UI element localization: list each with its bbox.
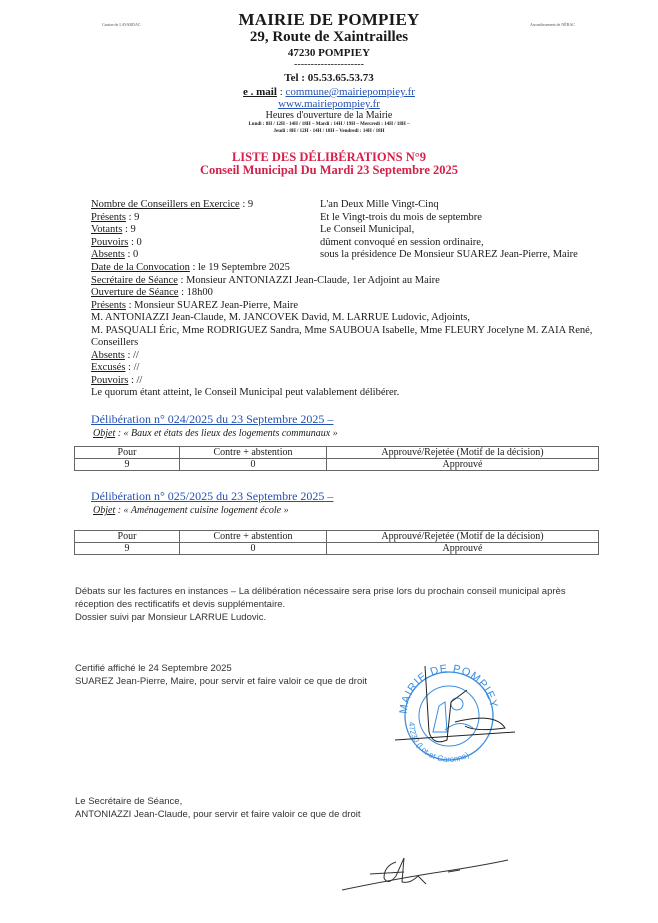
website-link[interactable]: www.mairiepompiey.fr bbox=[278, 98, 380, 110]
ouverture-row: Ouverture de Séance : 18h00 bbox=[91, 287, 213, 298]
email-label: e . mail bbox=[243, 86, 277, 98]
header-contre: Contre + abstention bbox=[180, 531, 327, 543]
arrondissement-note: Arrondissement de NÉRAC bbox=[530, 22, 575, 27]
deliberation-heading: Délibération n° 025/2025 du 23 Septembre 2025 – bbox=[91, 489, 334, 503]
deliberation-objet: Objet : « Aménagement cuisine logement école » bbox=[93, 505, 289, 516]
vote-table bbox=[74, 530, 599, 555]
quorum-statement: Le quorum étant atteint, le Conseil Municipal peut valablement délibérer. bbox=[91, 387, 400, 398]
document-subtitle: Conseil Municipal Du Mardi 23 Septembre 2025 bbox=[199, 163, 459, 177]
mairie-title: MAIRIE DE POMPIEY bbox=[238, 10, 420, 29]
pouvoirs-count-row: Pouvoirs : 0 bbox=[91, 236, 142, 248]
preamble-line: Le Conseil Municipal, bbox=[320, 224, 415, 235]
signature-icon bbox=[340, 848, 510, 898]
header-pour: Pour bbox=[75, 531, 180, 543]
header-pour: Pour bbox=[75, 447, 180, 459]
mairie-stamp bbox=[395, 662, 525, 777]
secretary-line: ANTONIAZZI Jean-Claude, pour servir et faire valoir ce que de droit bbox=[75, 809, 361, 820]
deliberation-heading: Délibération n° 024/2025 du 23 Septembre 2025 – bbox=[91, 412, 334, 426]
table-row bbox=[75, 543, 599, 555]
notes-block bbox=[75, 585, 566, 624]
convocation-row: Date de la Convocation : le 19 Septembre 2025 bbox=[91, 262, 290, 273]
certification-block bbox=[75, 662, 367, 688]
vote-table-header bbox=[75, 531, 599, 543]
svg-text:MAIRIE DE POMPIEY: MAIRIE DE POMPIEY bbox=[397, 662, 500, 715]
certification-line: Certifié affiché le 24 Septembre 2025 bbox=[75, 663, 232, 674]
preamble-line: L'an Deux Mille Vingt-Cinq bbox=[320, 199, 439, 210]
preamble-block bbox=[320, 199, 578, 262]
header-decision: Approuvé/Rejetée (Motif de la décision) bbox=[327, 531, 599, 543]
presents-count-row: Présents : 9 bbox=[91, 211, 140, 223]
website-line bbox=[0, 98, 658, 110]
email-link[interactable]: commune@mairiepompiey.fr bbox=[285, 86, 415, 98]
preamble-line: Et le Vingt-trois du mois de septembre bbox=[320, 211, 482, 223]
conseillers-list-row: M. PASQUALI Éric, Mme RODRIGUEZ Sandra, Mme SAUBOUA Isabelle, Mme FLEURY Jocelyne M. ZAIA René, bbox=[91, 324, 593, 336]
secretary-line: Le Secrétaire de Séance, bbox=[75, 796, 183, 807]
email-sep: : bbox=[276, 86, 286, 98]
pouvoirs-row: Pouvoirs : // bbox=[91, 374, 143, 386]
adjoints-row: M. ANTONIAZZI Jean-Claude, M. JANCOVEK David, M. LARRUE Ludovic, Adjoints, bbox=[91, 312, 470, 323]
document-title: LISTE DES DÉLIBÉRATIONS N°9 bbox=[231, 150, 427, 164]
stamp-seal-icon bbox=[395, 662, 525, 772]
secretary-signature bbox=[340, 848, 510, 903]
vote-table bbox=[74, 446, 599, 471]
cell-decision: Approuvé bbox=[327, 459, 599, 471]
table-row bbox=[75, 459, 599, 471]
note-line: réception des rectificatifs et devis supplémentaire. bbox=[75, 599, 286, 610]
hours-title: Heures d'ouverture de la Mairie bbox=[265, 110, 393, 121]
hours-line-2: Jeudi : 8H / 12H - 14H / 18H – Vendredi : 14H / 18H bbox=[273, 129, 385, 134]
note-line: Dossier suivi par Monsieur LARRUE Ludovic. bbox=[75, 612, 267, 623]
conseillers-row: Nombre de Conseillers en Exercice : 9 bbox=[91, 199, 254, 210]
votants-row: Votants : 9 bbox=[91, 224, 136, 235]
header-decision: Approuvé/Rejetée (Motif de la décision) bbox=[327, 447, 599, 459]
absents-count-row: Absents : 0 bbox=[91, 249, 139, 260]
mairie-postcode-city: 47230 POMPIEY bbox=[287, 47, 371, 59]
header-separator: --------------------- bbox=[294, 59, 364, 70]
secretaire-row: Secrétaire de Séance : Monsieur ANTONIAZZI Jean-Claude, 1er Adjoint au Maire bbox=[91, 274, 440, 286]
vote-table-header bbox=[75, 447, 599, 459]
secretary-block bbox=[75, 795, 360, 821]
certification-line: SUAREZ Jean-Pierre, Maire, pour servir et faire valoir ce que de droit bbox=[75, 676, 367, 687]
mairie-tel: Tel : 05.53.65.53.73 bbox=[284, 72, 374, 84]
session-block bbox=[91, 262, 592, 400]
presents-row: Présents : Monsieur SUAREZ Jean-Pierre, Maire bbox=[91, 299, 299, 311]
header-contre: Contre + abstention bbox=[180, 447, 327, 459]
absents-row: Absents : // bbox=[91, 349, 139, 361]
conseillers-suffix: Conseillers bbox=[91, 337, 139, 348]
hours-details bbox=[0, 121, 658, 135]
note-line: Débats sur les factures en instances – La délibération nécessaire sera prise lors du prochain conseil municipal après bbox=[75, 586, 566, 597]
mairie-email-line bbox=[0, 86, 658, 98]
deliberation-objet: Objet : « Baux et états des lieux des logements communaux » bbox=[93, 428, 338, 439]
cell-decision: Approuvé bbox=[327, 543, 599, 555]
hours-line-1: Lundi : 8H / 12H - 14H / 18H – Mardi : 14H / 19H – Mercredi : 14H / 18H – bbox=[248, 122, 410, 127]
excuses-row: Excusés : // bbox=[91, 362, 140, 373]
preamble-line: sous la présidence De Monsieur SUAREZ Jean-Pierre, Maire bbox=[320, 249, 578, 260]
cell-pour: 9 bbox=[75, 459, 180, 471]
cell-contre: 0 bbox=[180, 543, 327, 555]
cell-contre: 0 bbox=[180, 459, 327, 471]
attendance-block bbox=[91, 199, 253, 262]
mairie-address: 29, Route de Xaintrailles bbox=[249, 29, 409, 45]
svg-text:47230 (Lot-et-Garonne): 47230 (Lot-et-Garonne) bbox=[406, 721, 471, 765]
preamble-line: dûment convoqué en session ordinaire, bbox=[320, 236, 484, 248]
cell-pour: 9 bbox=[75, 543, 180, 555]
canton-note: Canton de LAVARDAC bbox=[102, 22, 141, 27]
